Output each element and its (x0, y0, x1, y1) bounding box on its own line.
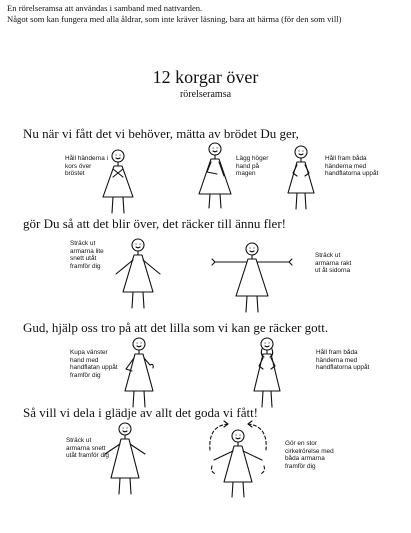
verse-2-text: gör Du så att det blir över, det räcker till ännu fler! (23, 216, 286, 231)
verse-1-text: Nu när vi fått det vi behöver, mätta av brödet Du ger, (23, 126, 299, 141)
verse-4-note-2: Gör en stor cirkelrörelse med båda armarna framför dig (285, 440, 334, 470)
figure-arms-crossed-icon (97, 147, 139, 217)
figure-arms-out-diagonal-icon (100, 420, 150, 498)
verse-1-note-1: Håll händerna i kors över bröstet (65, 155, 108, 178)
verse-4-text: Så vill vi dela i glädje av allt det goda vi fått! (23, 405, 259, 420)
intro-line-1: En rörelseramsa att användas i samband med nattvarden. (7, 3, 203, 13)
verse-2-note-1: Sträck ut armarna lite snett utåt framför dig (70, 240, 104, 270)
page-subtitle: rörelseramsa (179, 89, 232, 100)
verse-3-note-1: Kupa vänster hand med handflatan uppåt framför dig (70, 349, 118, 379)
verse-4-note-1: Sträck ut armarna snett utåt framför dig (66, 437, 109, 460)
verse-1-note-2: Lägg höger hand på magen (236, 155, 269, 178)
figure-arms-straight-out-icon (212, 240, 292, 316)
figure-circle-motion-icon (200, 420, 276, 500)
verse-1-note-3: Håll fram båda händerna med handflatorna uppåt (325, 155, 379, 178)
figure-arms-slightly-out-icon (111, 236, 165, 312)
verse-3-text: Gud, hjälp oss tro på att det lilla som vi kan ge räcker gott. (23, 320, 329, 335)
page-title: 12 korgar över (152, 67, 259, 87)
figure-cupped-hand-icon (117, 335, 161, 411)
verse-3-note-2: Håll fram båda händerna med handflatorna uppåt (316, 349, 370, 372)
verse-2-note-2: Sträck ut armarna rakt ut åt sidorna (315, 252, 352, 275)
figure-palms-up-icon (284, 143, 318, 213)
intro-text (7, 3, 407, 25)
intro-line-2: Något som kan fungera med alla åldrar, som inte kräver läsning, bara att härma (för den som vill) (7, 14, 342, 24)
figure-palms-up-icon (250, 335, 284, 411)
figure-hand-on-stomach-icon (193, 140, 237, 210)
